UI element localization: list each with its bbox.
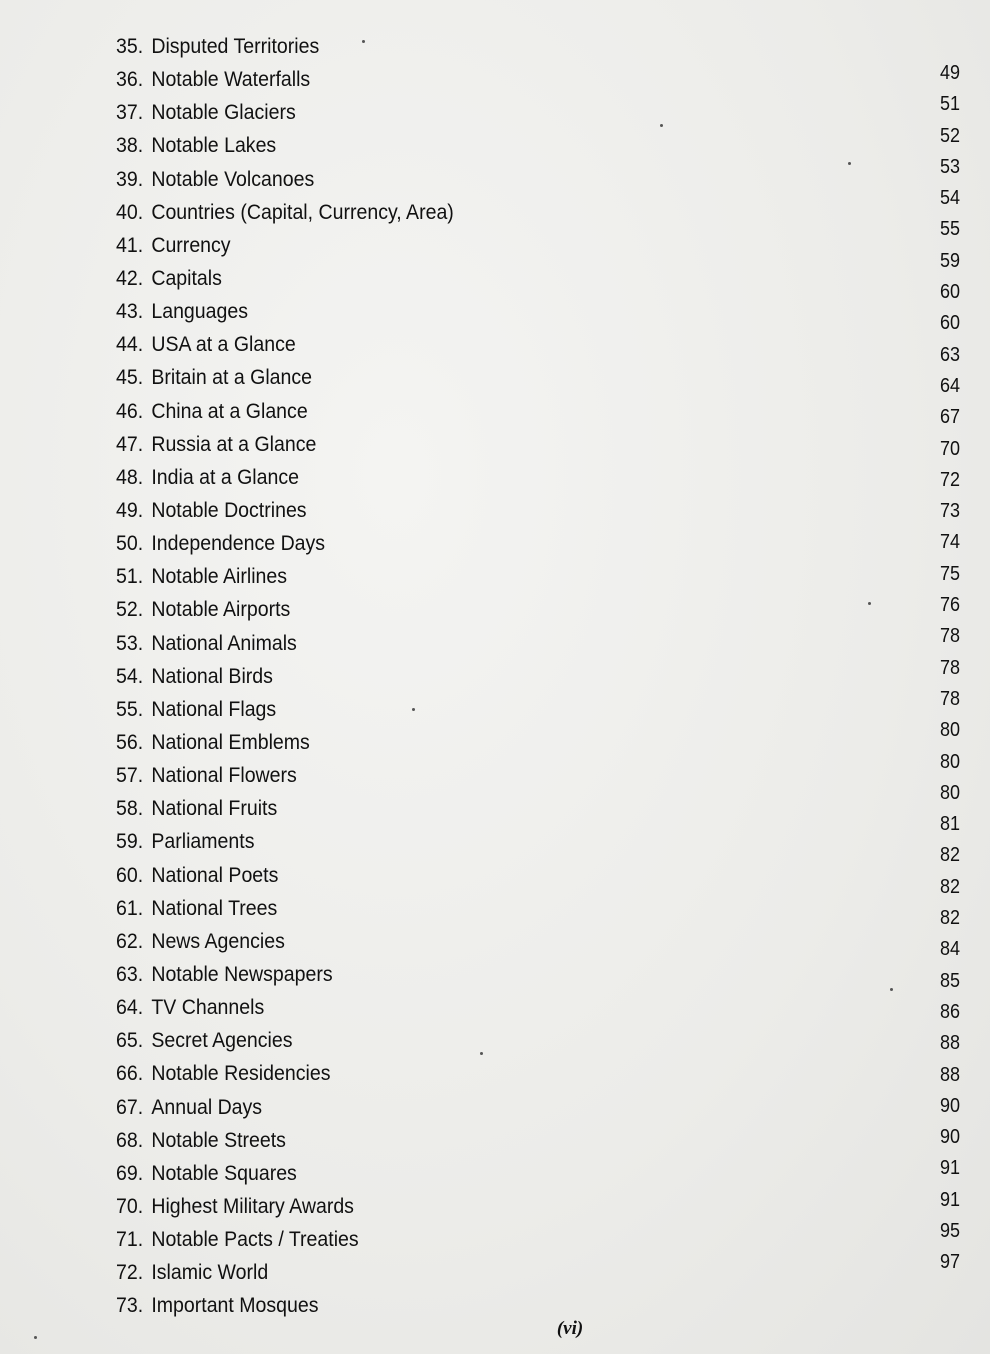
print-speck	[848, 162, 851, 165]
toc-entry	[116, 627, 454, 660]
toc-page-number: 51	[939, 93, 960, 116]
toc-entry-title: Notable Squares	[151, 1161, 297, 1185]
toc-entry-number: 66.	[116, 1062, 144, 1086]
toc-entry-number: 52.	[116, 598, 144, 622]
toc-entry	[116, 792, 454, 825]
toc-entry	[116, 958, 454, 991]
toc-entry-number: 36.	[116, 68, 144, 92]
toc-entry	[116, 1157, 454, 1190]
toc-entry	[116, 461, 454, 494]
toc-page-number: 86	[939, 1000, 960, 1023]
toc-entry-number: 61.	[116, 896, 144, 920]
toc-entry	[116, 1190, 454, 1223]
toc-page-number: 88	[939, 1032, 960, 1055]
toc-entry-number: 38.	[116, 134, 144, 158]
toc-page-number: 97	[939, 1251, 960, 1274]
toc-entry-number: 67.	[116, 1095, 144, 1119]
toc-entry	[116, 395, 454, 428]
toc-title-list	[116, 30, 479, 1322]
toc-page-number: 53	[939, 155, 960, 178]
toc-page-number: 67	[939, 406, 960, 429]
toc-entry-title: USA at a Glance	[151, 333, 296, 357]
toc-entry-title: National Emblems	[151, 730, 310, 754]
toc-entry-title: National Poets	[151, 863, 279, 887]
page-folio: (vi)	[556, 1318, 584, 1339]
toc-entry	[116, 1223, 454, 1256]
toc-entry-title: Languages	[151, 300, 249, 324]
toc-entry-number: 53.	[116, 631, 144, 655]
toc-entry	[116, 262, 454, 295]
toc-entry-number: 42.	[116, 266, 144, 290]
toc-entry	[116, 593, 454, 626]
toc-page-number: 64	[939, 374, 960, 397]
toc-entry	[116, 96, 454, 129]
toc-entry-title: Notable Doctrines	[151, 498, 307, 522]
toc-entry	[116, 196, 454, 229]
toc-entry-number: 72.	[116, 1261, 144, 1285]
toc-entry-title: Secret Agencies	[151, 1029, 293, 1053]
toc-entry	[116, 991, 454, 1024]
toc-entry-number: 49.	[116, 498, 144, 522]
toc-page-number: 60	[939, 281, 960, 304]
toc-entry-title: Notable Residencies	[151, 1062, 331, 1086]
toc-entry-number: 44.	[116, 333, 144, 357]
toc-entry	[116, 63, 454, 96]
toc-entry-title: Notable Volcanoes	[151, 167, 315, 191]
toc-page-number: 80	[939, 719, 960, 742]
toc-entry-title: Britain at a Glance	[151, 366, 313, 390]
toc-entry-number: 71.	[116, 1228, 144, 1252]
toc-entry-title: Independence Days	[151, 532, 326, 556]
toc-entry-title: News Agencies	[151, 929, 285, 953]
toc-entry-title: Islamic World	[151, 1261, 269, 1285]
toc-entry	[116, 1091, 454, 1124]
toc-entry-title: National Flowers	[151, 764, 297, 788]
toc-page-number: 78	[939, 625, 960, 648]
toc-entry-number: 35.	[116, 35, 144, 58]
toc-page-number-column	[900, 58, 960, 1279]
toc-page-number: 91	[939, 1188, 960, 1211]
toc-entry	[116, 428, 454, 461]
toc-entry	[116, 129, 454, 162]
toc-entry-number: 57.	[116, 764, 144, 788]
toc-entry-title: Capitals	[151, 266, 222, 290]
toc-entry-title: National Trees	[151, 896, 278, 920]
toc-page-number: 59	[939, 249, 960, 272]
toc-entry	[116, 660, 454, 693]
print-speck	[890, 988, 893, 991]
toc-entry-title: TV Channels	[151, 996, 265, 1020]
toc-entry-number: 40.	[116, 200, 144, 224]
toc-page-number: 72	[939, 468, 960, 491]
toc-entry	[116, 1024, 454, 1057]
toc-entry-number: 64.	[116, 996, 144, 1020]
toc-page-number: 95	[939, 1219, 960, 1242]
toc-entry-number: 37.	[116, 101, 144, 125]
toc-entry	[116, 1256, 454, 1289]
toc-entry	[116, 560, 454, 593]
toc-page-number: 54	[939, 187, 960, 210]
toc-entry-title: Notable Glaciers	[151, 101, 296, 125]
toc-entry-number: 47.	[116, 432, 144, 456]
toc-entry-title: Annual Days	[151, 1095, 263, 1119]
toc-page-number: 90	[939, 1094, 960, 1117]
toc-page-number: 52	[939, 124, 960, 147]
toc-entry-number: 55.	[116, 697, 144, 721]
toc-entry-title: Highest Military Awards	[151, 1194, 354, 1218]
toc-page-number: 90	[939, 1126, 960, 1149]
toc-entry-number: 54.	[116, 664, 144, 688]
toc-entry-number: 48.	[116, 465, 144, 489]
toc-entry	[116, 859, 454, 892]
toc-entry-title: Disputed Territories	[151, 35, 320, 58]
toc-page-number: 76	[939, 594, 960, 617]
toc-entry-number: 51.	[116, 565, 144, 589]
print-speck	[362, 40, 365, 43]
toc-entry	[116, 328, 454, 361]
toc-entry-number: 43.	[116, 300, 144, 324]
toc-entry-title: Currency	[151, 233, 231, 257]
toc-entry	[116, 1057, 454, 1090]
toc-entry	[116, 229, 454, 262]
toc-entry-number: 69.	[116, 1161, 144, 1185]
toc-entry-number: 41.	[116, 233, 144, 257]
toc-entry-title: India at a Glance	[151, 465, 300, 489]
toc-entry-number: 50.	[116, 532, 144, 556]
toc-entry	[116, 527, 454, 560]
toc-entry-number: 73.	[116, 1294, 144, 1318]
toc-page-number: 78	[939, 687, 960, 710]
toc-page-number: 81	[939, 813, 960, 836]
toc-entry-title: National Animals	[151, 631, 297, 655]
toc-page-number: 49	[939, 62, 960, 84]
toc-entry-title: Notable Newspapers	[151, 962, 333, 986]
toc-entry-number: 62.	[116, 929, 144, 953]
toc-page-number: 82	[939, 844, 960, 867]
toc-entry-number: 45.	[116, 366, 144, 390]
toc-entry	[116, 759, 454, 792]
toc-page-number: 85	[939, 969, 960, 992]
print-speck	[412, 708, 415, 711]
toc-entry-number: 58.	[116, 797, 144, 821]
print-speck	[480, 1052, 483, 1055]
toc-entry	[116, 30, 454, 63]
print-speck	[34, 1336, 37, 1339]
toc-entry	[116, 295, 454, 328]
toc-entry-number: 63.	[116, 962, 144, 986]
toc-entry-number: 60.	[116, 863, 144, 887]
toc-page-number: 82	[939, 907, 960, 930]
toc-entry-title: Parliaments	[151, 830, 255, 854]
toc-entry-title: Notable Pacts / Treaties	[151, 1228, 359, 1252]
toc-entry-number: 39.	[116, 167, 144, 191]
toc-entry-title: Notable Airlines	[151, 565, 288, 589]
toc-page-number: 75	[939, 562, 960, 585]
toc-entry	[116, 163, 454, 196]
toc-entry-title: Notable Streets	[151, 1128, 286, 1152]
toc-page-number: 74	[939, 531, 960, 554]
toc-entry	[116, 726, 454, 759]
toc-page-number: 63	[939, 343, 960, 366]
toc-page-number: 78	[939, 656, 960, 679]
toc-entry-title: Important Mosques	[151, 1294, 319, 1318]
print-speck	[660, 124, 663, 127]
toc-entry-title: Countries (Capital, Currency, Area)	[151, 200, 454, 224]
toc-page-number: 60	[939, 312, 960, 335]
toc-page-number: 70	[939, 437, 960, 460]
toc-page-number: 82	[939, 875, 960, 898]
toc-entry	[116, 825, 454, 858]
toc-entry	[116, 925, 454, 958]
toc-entry-title: National Fruits	[151, 797, 278, 821]
toc-page-number: 55	[939, 218, 960, 241]
toc-entry-title: Notable Waterfalls	[151, 68, 311, 92]
toc-entry-number: 46.	[116, 399, 144, 423]
toc-entry-number: 56.	[116, 730, 144, 754]
toc-entry-number: 59.	[116, 830, 144, 854]
toc-entry-title: Notable Lakes	[151, 134, 277, 158]
toc-entry	[116, 693, 454, 726]
toc-entry	[116, 361, 454, 394]
toc-entry	[116, 1124, 454, 1157]
toc-page-number: 80	[939, 750, 960, 773]
toc-page-number: 73	[939, 500, 960, 523]
toc-entry-title: China at a Glance	[151, 399, 308, 423]
print-speck	[868, 602, 871, 605]
toc-page-number: 91	[939, 1157, 960, 1180]
toc-entry-title: Notable Airports	[151, 598, 291, 622]
toc-entry-title: National Birds	[151, 664, 273, 688]
toc-entry-title: Russia at a Glance	[151, 432, 317, 456]
toc-page-number: 84	[939, 938, 960, 961]
toc-entry-number: 68.	[116, 1128, 144, 1152]
toc-entry-title: National Flags	[151, 697, 277, 721]
toc-page-number: 88	[939, 1063, 960, 1086]
toc-entry-number: 70.	[116, 1194, 144, 1218]
toc-entry-number: 65.	[116, 1029, 144, 1053]
toc-entry	[116, 892, 454, 925]
toc-entry	[116, 494, 454, 527]
toc-page-number: 80	[939, 781, 960, 804]
